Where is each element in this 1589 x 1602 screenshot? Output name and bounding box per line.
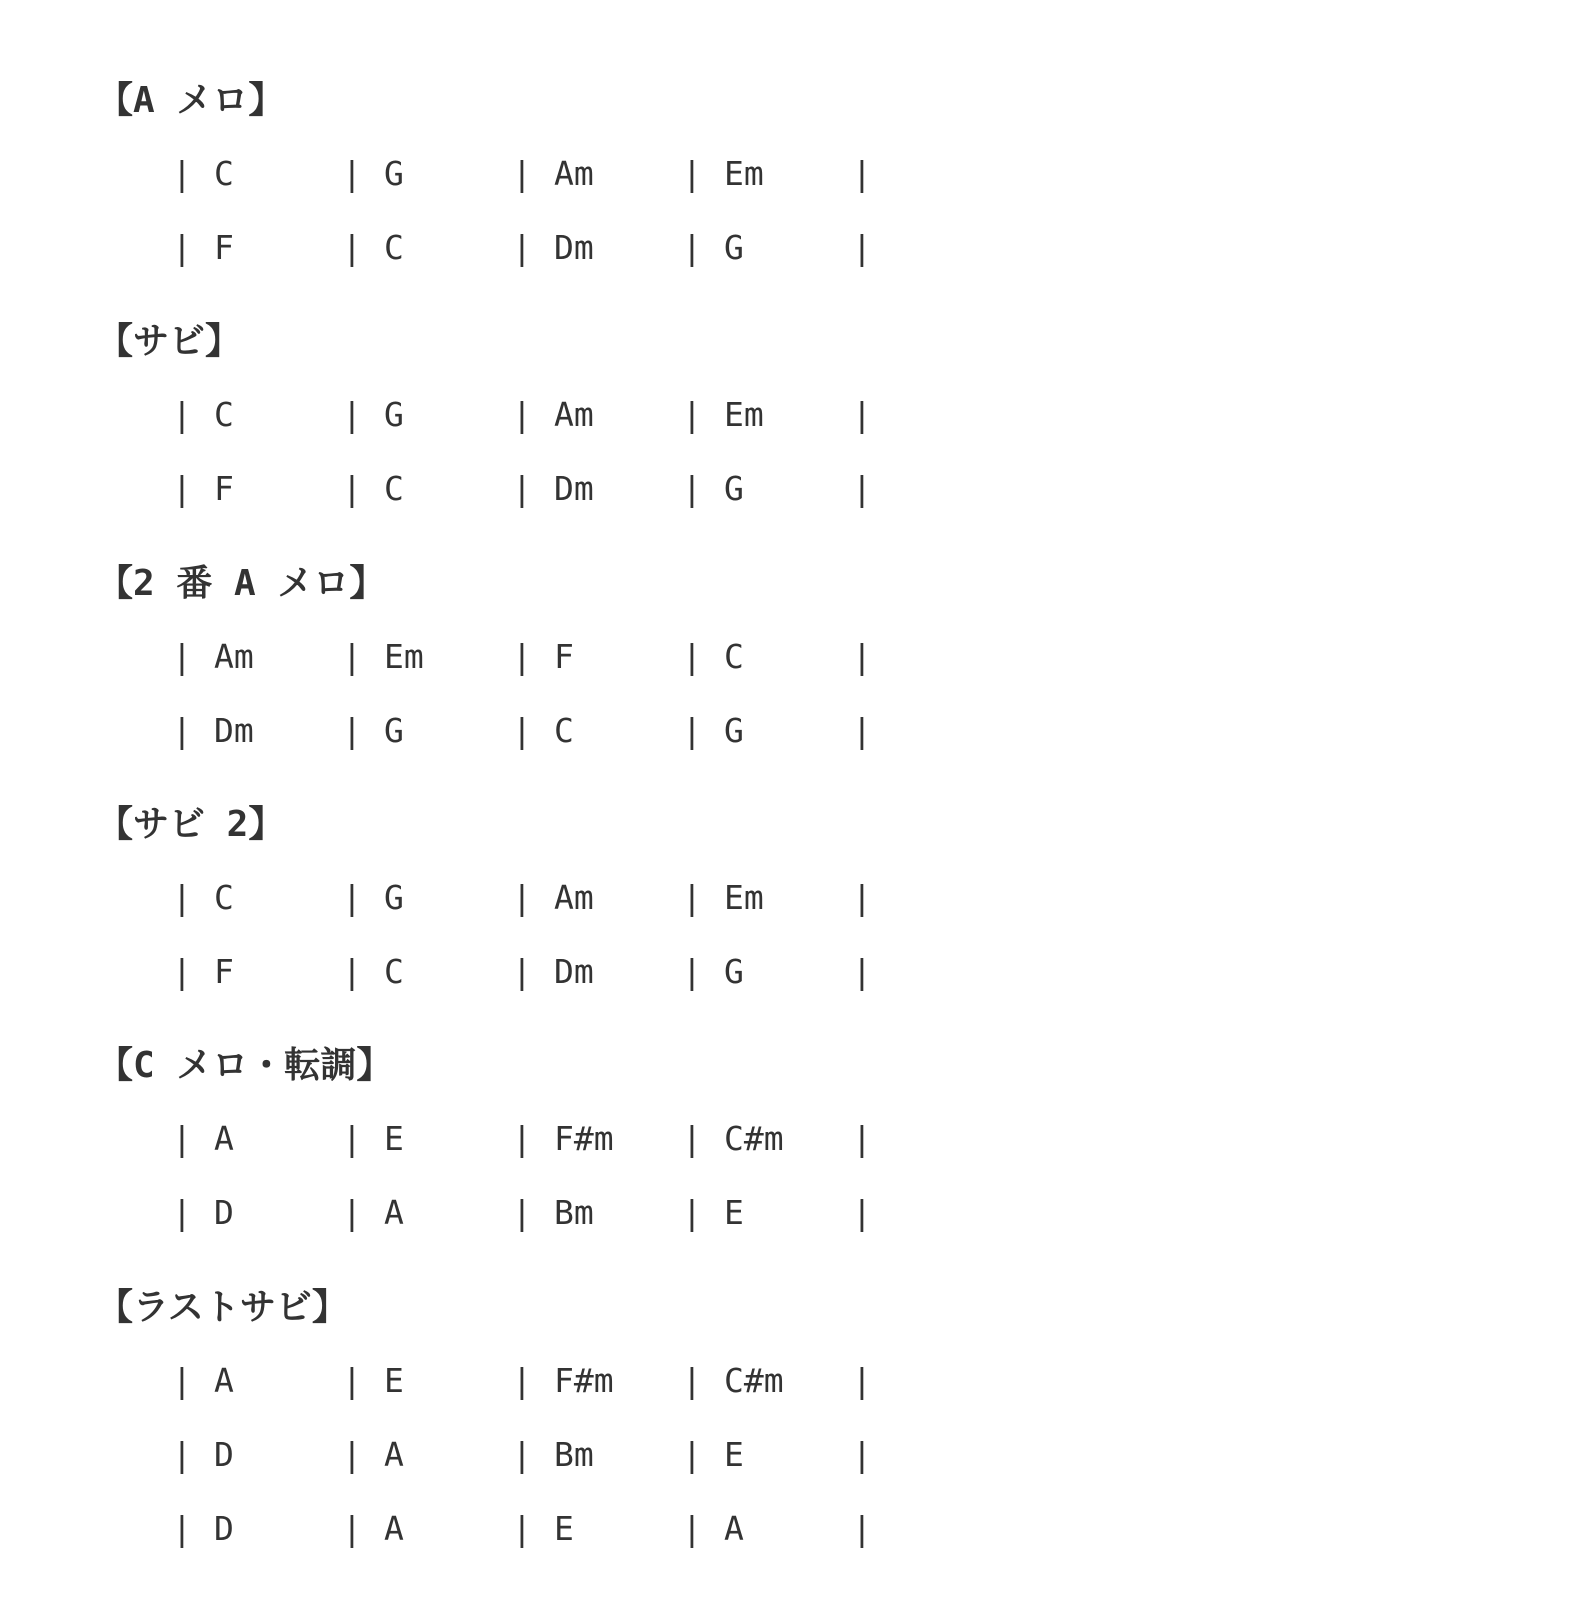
bar-separator: | (852, 469, 872, 508)
bar-separator: | (512, 154, 532, 193)
chord: F (214, 952, 234, 991)
chord-line (0, 637, 900, 677)
chord: A (384, 1435, 404, 1474)
chord-line (0, 1361, 900, 1401)
bar-separator: | (852, 952, 872, 991)
bar-separator: | (682, 1435, 702, 1474)
chord: F (554, 637, 574, 676)
chord: F#m (554, 1119, 614, 1158)
chord: C (384, 952, 404, 991)
bar-separator: | (682, 878, 702, 917)
chord: C (214, 154, 234, 193)
chord: F#m (554, 1361, 614, 1400)
bar-separator: | (172, 878, 192, 917)
chord: Bm (554, 1435, 594, 1474)
chord-line (0, 878, 900, 918)
chord: G (384, 711, 404, 750)
chord: Em (724, 154, 764, 193)
chord: C#m (724, 1119, 784, 1158)
chord: A (214, 1119, 234, 1158)
chord: F (214, 469, 234, 508)
chord: Am (214, 637, 254, 676)
bar-separator: | (172, 228, 192, 267)
chord: A (384, 1193, 404, 1232)
bar-separator: | (512, 228, 532, 267)
bar-separator: | (682, 395, 702, 434)
chord-line (0, 952, 900, 992)
chord: E (724, 1193, 744, 1232)
chord: Dm (214, 711, 254, 750)
chord: C#m (724, 1361, 784, 1400)
chord: Dm (554, 469, 594, 508)
chord: F (214, 228, 234, 267)
bar-separator: | (512, 952, 532, 991)
chord: G (384, 154, 404, 193)
bar-separator: | (512, 469, 532, 508)
bar-separator: | (682, 1361, 702, 1400)
bar-separator: | (512, 711, 532, 750)
bar-separator: | (172, 1509, 192, 1548)
bar-separator: | (682, 1509, 702, 1548)
bar-separator: | (342, 637, 362, 676)
section-title: 【A メロ】 (97, 80, 285, 121)
chord: Em (724, 395, 764, 434)
bar-separator: | (342, 1435, 362, 1474)
bar-separator: | (342, 395, 362, 434)
chord: Bm (554, 1193, 594, 1232)
bar-separator: | (342, 228, 362, 267)
chord-line (0, 395, 900, 435)
bar-separator: | (852, 1509, 872, 1548)
bar-separator: | (852, 1361, 872, 1400)
bar-separator: | (172, 952, 192, 991)
chord-line (0, 1509, 900, 1549)
bar-separator: | (852, 878, 872, 917)
chord: Em (384, 637, 424, 676)
bar-separator: | (852, 154, 872, 193)
bar-separator: | (682, 1119, 702, 1158)
bar-separator: | (682, 711, 702, 750)
bar-separator: | (172, 1435, 192, 1474)
chord: C (724, 637, 744, 676)
section-title: 【2 番 A メロ】 (97, 563, 386, 604)
chord: Dm (554, 228, 594, 267)
chord: D (214, 1193, 234, 1232)
bar-separator: | (172, 1361, 192, 1400)
bar-separator: | (172, 395, 192, 434)
chord: Dm (554, 952, 594, 991)
chord: G (384, 878, 404, 917)
bar-separator: | (512, 1361, 532, 1400)
bar-separator: | (852, 228, 872, 267)
chord: E (724, 1435, 744, 1474)
bar-separator: | (342, 1119, 362, 1158)
section-title: 【サビ 2】 (97, 804, 285, 845)
bar-separator: | (512, 637, 532, 676)
bar-separator: | (172, 637, 192, 676)
chord: G (384, 395, 404, 434)
chord: Am (554, 395, 594, 434)
bar-separator: | (682, 637, 702, 676)
bar-separator: | (852, 1193, 872, 1232)
chord: C (214, 878, 234, 917)
chord: Am (554, 878, 594, 917)
bar-separator: | (342, 469, 362, 508)
chord: G (724, 469, 744, 508)
chord: G (724, 952, 744, 991)
chord: A (384, 1509, 404, 1548)
bar-separator: | (852, 1435, 872, 1474)
bar-separator: | (682, 154, 702, 193)
chord: Em (724, 878, 764, 917)
bar-separator: | (512, 395, 532, 434)
bar-separator: | (512, 1435, 532, 1474)
chord: Am (554, 154, 594, 193)
section-title: 【サビ】 (97, 321, 242, 362)
chord-line (0, 1435, 900, 1475)
chord-line (0, 469, 900, 509)
chord-line (0, 711, 900, 751)
section-title: 【ラストサビ】 (97, 1287, 348, 1328)
chord: G (724, 228, 744, 267)
chord-line (0, 1119, 900, 1159)
bar-separator: | (682, 469, 702, 508)
chord-line (0, 1193, 900, 1233)
chord: E (384, 1119, 404, 1158)
chord: C (554, 711, 574, 750)
bar-separator: | (172, 1193, 192, 1232)
bar-separator: | (682, 228, 702, 267)
chord: D (214, 1509, 234, 1548)
bar-separator: | (512, 878, 532, 917)
bar-separator: | (172, 1119, 192, 1158)
bar-separator: | (682, 952, 702, 991)
bar-separator: | (512, 1119, 532, 1158)
bar-separator: | (342, 952, 362, 991)
section-title: 【C メロ・転調】 (97, 1045, 393, 1086)
chord: C (384, 228, 404, 267)
chord: E (384, 1361, 404, 1400)
bar-separator: | (682, 1193, 702, 1232)
bar-separator: | (172, 154, 192, 193)
bar-separator: | (342, 1193, 362, 1232)
chord-line (0, 154, 900, 194)
chord: G (724, 711, 744, 750)
bar-separator: | (852, 395, 872, 434)
bar-separator: | (342, 711, 362, 750)
bar-separator: | (342, 878, 362, 917)
chord: C (384, 469, 404, 508)
chord-line (0, 228, 900, 268)
bar-separator: | (342, 154, 362, 193)
bar-separator: | (172, 711, 192, 750)
bar-separator: | (852, 1119, 872, 1158)
chord: A (214, 1361, 234, 1400)
bar-separator: | (852, 711, 872, 750)
bar-separator: | (342, 1361, 362, 1400)
chord: C (214, 395, 234, 434)
chord: E (554, 1509, 574, 1548)
bar-separator: | (852, 637, 872, 676)
bar-separator: | (512, 1193, 532, 1232)
chord: A (724, 1509, 744, 1548)
bar-separator: | (512, 1509, 532, 1548)
bar-separator: | (342, 1509, 362, 1548)
chord: D (214, 1435, 234, 1474)
bar-separator: | (172, 469, 192, 508)
